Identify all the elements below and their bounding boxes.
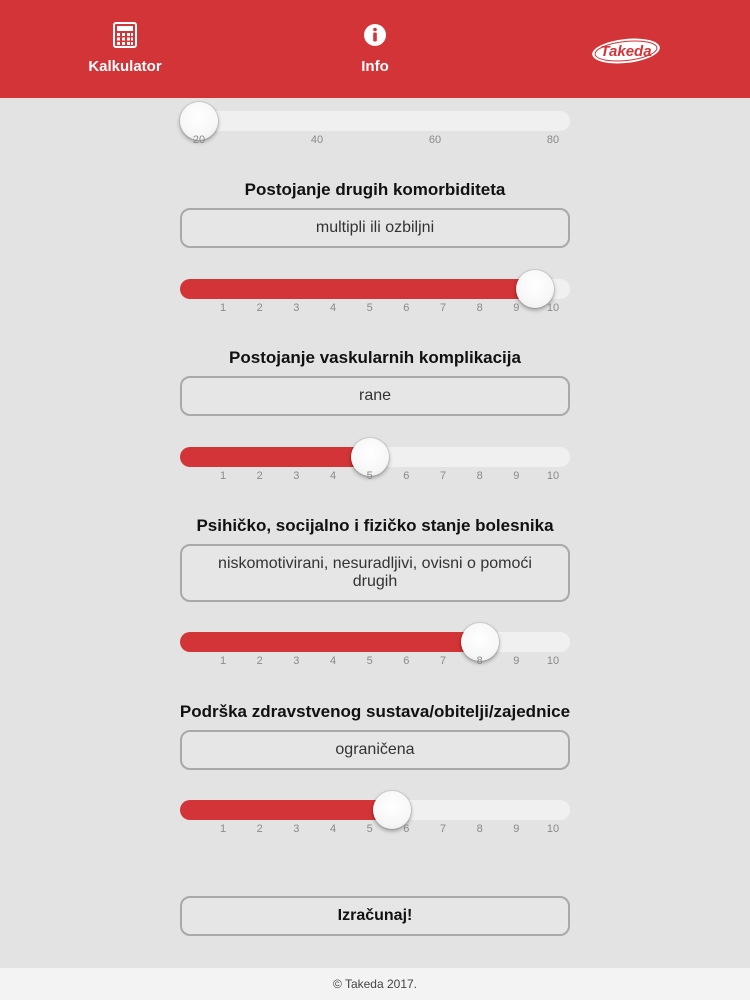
slider-tick-label: 3 <box>293 470 300 482</box>
vascular-title: Postojanje vaskularnih komplikacija <box>229 348 521 367</box>
slider-tick-label: 4 <box>329 655 337 667</box>
calculator-icon <box>112 22 138 48</box>
calculator-form <box>0 98 750 968</box>
slider-tick-label: 8 <box>476 302 483 314</box>
psych-title: Psihičko, socijalno i fizičko stanje bolesnika <box>196 516 554 535</box>
slider-tick-label: 1 <box>219 655 227 667</box>
vascular-slider-ticks <box>180 470 570 484</box>
slider-tick-label: 7 <box>439 655 447 667</box>
slider-tick-label: 7 <box>439 302 447 314</box>
support-select[interactable]: ograničena <box>180 730 570 770</box>
slider-tick-label: 2 <box>256 470 263 482</box>
slider-tick-label: 7 <box>439 470 447 482</box>
support-slider[interactable] <box>180 800 570 820</box>
support-title: Podrška zdravstvenog sustava/obitelji/zajednice <box>179 702 571 721</box>
slider-tick-label: 5 <box>366 655 373 667</box>
slider-tick-label: 10 <box>546 302 560 314</box>
slider-tick-label: 8 <box>476 655 483 667</box>
takeda-logo <box>590 36 662 66</box>
slider-tick-label: 9 <box>513 823 520 835</box>
slider-tick-label: 5 <box>366 470 373 482</box>
slider-tick-label: 6 <box>403 302 410 314</box>
slider-tick-label: 3 <box>293 655 300 667</box>
vascular-select[interactable]: rane <box>180 376 570 416</box>
slider-fill <box>180 800 392 820</box>
slider-tick-label: 7 <box>439 823 447 835</box>
slider-tick-label: 3 <box>293 823 300 835</box>
slider-tick-label: 3 <box>293 302 300 314</box>
comorbidity-slider-ticks <box>180 302 570 316</box>
slider-fill <box>180 632 480 652</box>
slider-tick-label: 10 <box>546 823 560 835</box>
slider-tick-label: 1 <box>219 302 227 314</box>
slider-tick-label: 9 <box>513 302 520 314</box>
nav-info-label: Info <box>361 58 389 75</box>
slider-tick-label: 4 <box>329 302 337 314</box>
slider-tick-label: 2 <box>256 823 263 835</box>
calculate-button[interactable]: Izračunaj! <box>180 896 570 936</box>
slider-tick-label: 8 <box>476 470 483 482</box>
age-slider[interactable] <box>180 111 570 131</box>
slider-tick-label: 6 <box>403 470 410 482</box>
slider-fill <box>180 279 535 299</box>
vascular-slider[interactable] <box>180 447 570 467</box>
slider-tick-label: 2 <box>256 655 263 667</box>
comorbidity-slider[interactable] <box>180 279 570 299</box>
slider-tick-label: 4 <box>329 823 337 835</box>
slider-tick-label: 20 <box>192 134 206 146</box>
psych-slider-ticks <box>180 655 570 669</box>
slider-fill <box>180 447 370 467</box>
slider-tick-label: 5 <box>366 823 373 835</box>
slider-tick-label: 1 <box>219 823 227 835</box>
slider-tick-label: 5 <box>366 302 373 314</box>
psych-select[interactable]: niskomotivirani, nesuradljivi, ovisni o pomoći drugih <box>180 544 570 602</box>
nav-calculator-label: Kalkulator <box>88 58 162 75</box>
slider-tick-label: 2 <box>256 302 263 314</box>
psych-slider[interactable] <box>180 632 570 652</box>
slider-track <box>180 111 570 131</box>
slider-tick-label: 10 <box>546 470 560 482</box>
age-slider-ticks <box>180 134 570 148</box>
slider-tick-label: 9 <box>513 470 520 482</box>
slider-tick-label: 1 <box>219 470 227 482</box>
footer <box>0 968 750 1000</box>
slider-tick-label: 6 <box>403 655 410 667</box>
slider-tick-label: 80 <box>546 134 560 146</box>
slider-tick-label: 6 <box>403 823 410 835</box>
comorbidity-select[interactable]: multipli ili ozbiljni <box>180 208 570 248</box>
slider-tick-label: 60 <box>428 134 442 146</box>
support-slider-ticks <box>180 823 570 837</box>
nav-calculator[interactable] <box>65 22 185 75</box>
info-icon <box>362 22 388 48</box>
copyright-text: © Takeda 2017. <box>332 977 418 991</box>
nav-info[interactable] <box>315 22 435 75</box>
comorbidity-title: Postojanje drugih komorbiditeta <box>244 180 506 199</box>
logo-text: Takeda <box>600 43 652 60</box>
slider-tick-label: 40 <box>310 134 324 146</box>
slider-tick-label: 10 <box>546 655 560 667</box>
slider-tick-label: 4 <box>329 470 337 482</box>
slider-tick-label: 8 <box>476 823 483 835</box>
slider-tick-label: 9 <box>513 655 520 667</box>
top-navigation-bar <box>0 0 750 98</box>
